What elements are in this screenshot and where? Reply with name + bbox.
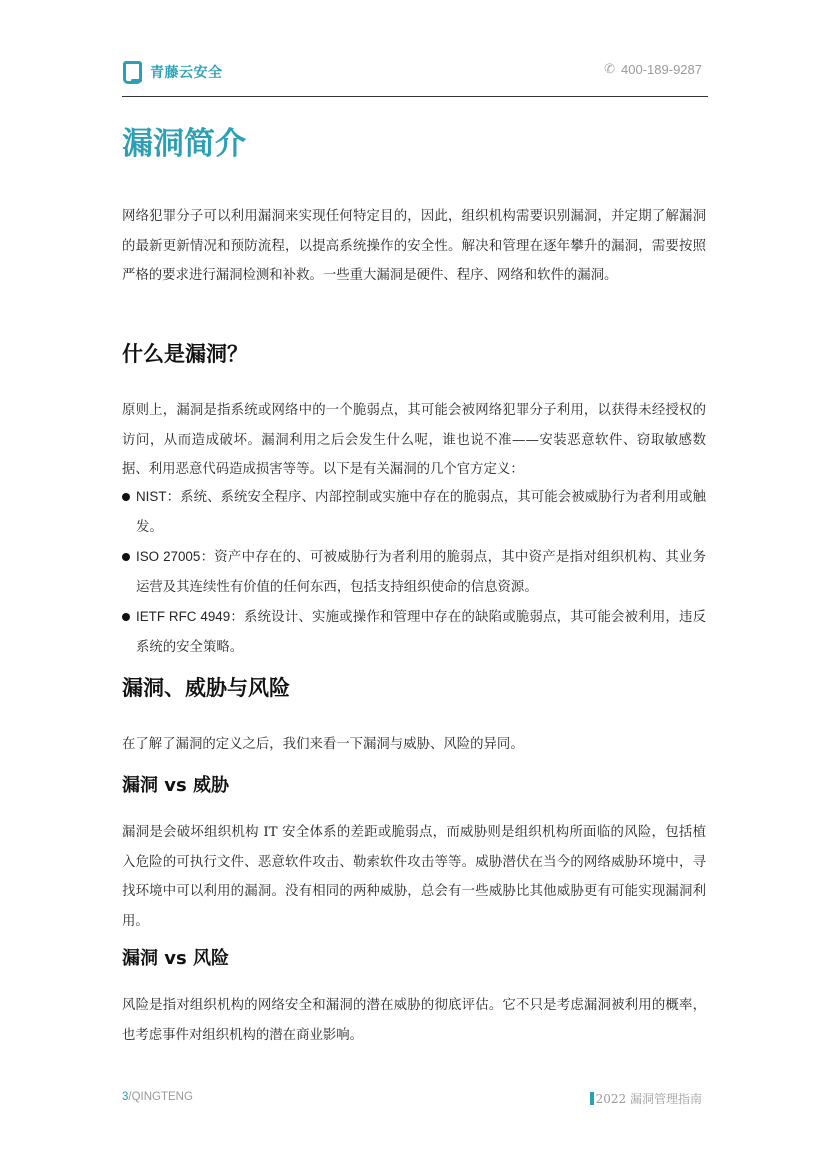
brand-name: 青藤云安全 — [150, 65, 223, 81]
footer-doc-title — [590, 1090, 702, 1107]
definition-term: IETF RFC 4949 — [136, 609, 231, 624]
bullet-icon — [122, 553, 130, 561]
definition-term: NIST — [136, 489, 167, 504]
intro-paragraph: 网络犯罪分子可以利用漏洞来实现任何特定目的，因此，组织机构需要识别漏洞，并定期了解漏洞的最新更新情况和预防流程，以提高系统操作的安全性。解决和管理在逐年攀升的漏洞，需要按照严格的要求进行漏洞检测和补救。一些重大漏洞是硬件、程序、网络和软件的漏洞。 — [122, 209, 706, 283]
definition-item-nist — [122, 482, 706, 542]
definition-text: ：系统、系统安全程序、内部控制或实施中存在的脆弱点，其可能会被威胁行为者利用或触发。 — [136, 490, 706, 535]
logo-q-icon — [122, 59, 144, 85]
footer-page-number — [122, 1091, 193, 1103]
heading-vuln-vs-threat: 漏洞 vs 威胁 — [122, 775, 229, 796]
vuln-vs-risk-paragraph: 风险是指对组织机构的网络安全和漏洞的潜在威胁的彻底评估。它不只是考虑漏洞被利用的概率，也考虑事件对组织机构的潜在商业影响。 — [122, 998, 706, 1043]
page-number: 3 — [122, 1091, 129, 1103]
heading-vuln-threat-risk: 漏洞、威胁与风险 — [122, 676, 290, 700]
footer-accent-bar — [590, 1092, 594, 1105]
doc-title: 2022 漏洞管理指南 — [595, 1092, 702, 1106]
vuln-vs-threat-paragraph: 漏洞是会破坏组织机构 IT 安全体系的差距或脆弱点，而威胁则是组织机构所面临的风险，包括植入危险的可执行文件、恶意软件攻击、勒索软件攻击等等。威胁潜伏在当今的网络威胁环境中，寻找环境中可以利用的漏洞。没有相同的两种威胁，总会有一些威胁比其他威胁更有可能实现漏洞利用。 — [122, 825, 706, 929]
header-divider — [122, 96, 708, 97]
definition-text: ：系统设计、实施或操作和管理中存在的缺陷或脆弱点，其可能会被利用，违反系统的安全策略。 — [136, 610, 706, 655]
heading-what-is-vulnerability: 什么是漏洞？ — [122, 342, 248, 366]
phone-icon: ✆ — [604, 62, 616, 77]
definition-item-iso — [122, 542, 706, 602]
page-suffix: /QINGTENG — [128, 1091, 193, 1103]
bullet-icon — [122, 493, 130, 501]
what-is-paragraph: 原则上，漏洞是指系统或网络中的一个脆弱点，其可能会被网络犯罪分子利用，以获得未经授权的访问，从而造成破坏。漏洞利用之后会发生什么呢，谁也说不准——安装恶意软件、窃取敏感数据、利用恶意代码造成损害等等。以下是有关漏洞的几个官方定义： — [122, 403, 706, 477]
heading-vuln-vs-risk: 漏洞 vs 风险 — [122, 948, 229, 969]
brand-logo — [122, 58, 223, 86]
header-contact — [604, 62, 702, 77]
definition-text: ：资产中存在的、可被威胁行为者利用的脆弱点，其中资产是指对组织机构、其业务运营及其连续性有价值的任何东西，包括支持组织使命的信息资源。 — [136, 550, 707, 595]
definition-list — [122, 482, 706, 662]
bullet-icon — [122, 613, 130, 621]
page-title: 漏洞简介 — [122, 126, 246, 162]
vuln-threat-risk-paragraph: 在了解了漏洞的定义之后，我们来看一下漏洞与威胁、风险的异同。 — [122, 737, 524, 752]
definition-item-ietf — [122, 602, 706, 662]
phone-number: 400-189-9287 — [621, 62, 702, 77]
definition-term: ISO 27005 — [136, 549, 201, 564]
